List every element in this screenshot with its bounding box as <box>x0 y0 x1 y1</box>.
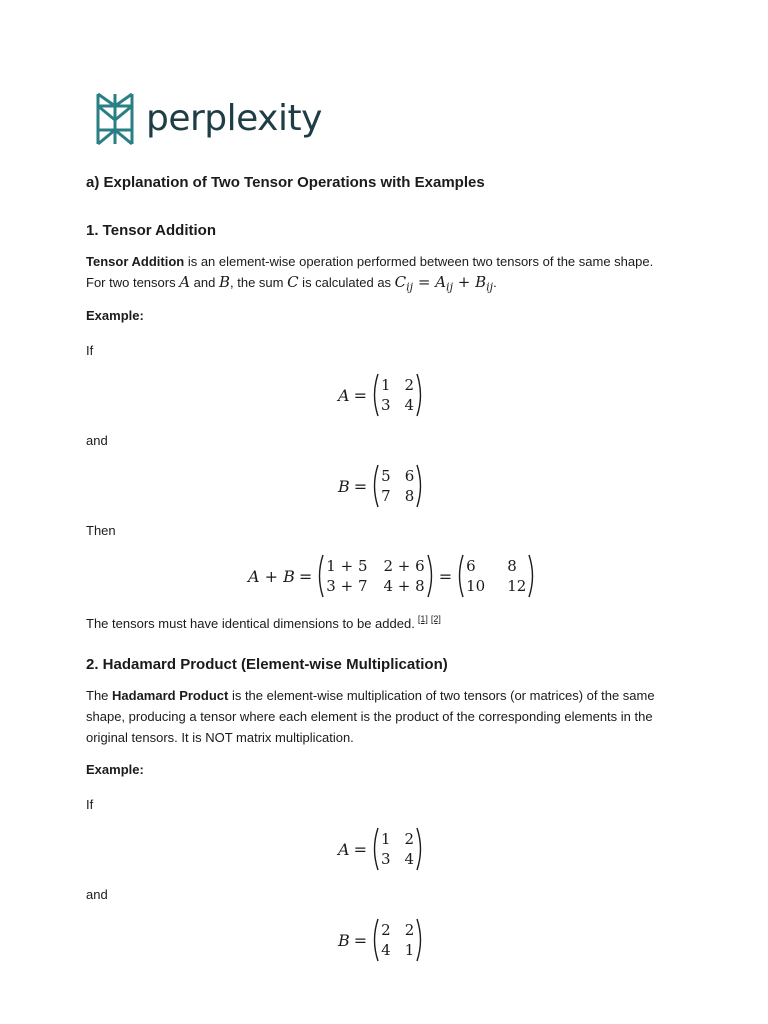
section1-if: If <box>86 343 94 358</box>
equation-sum <box>248 554 536 598</box>
matrix-b-name: B <box>338 476 350 496</box>
formula-sub-1: ij <box>406 280 414 294</box>
matrix-cell: 2 <box>381 921 391 939</box>
right-paren <box>427 554 435 598</box>
matrix-cell: 12 <box>507 577 527 595</box>
matrix-b-cells <box>379 467 416 505</box>
hadamard-b-cells <box>379 921 416 959</box>
matrix-cell: 2 <box>404 830 415 848</box>
formula-sub-3: ij <box>486 280 494 294</box>
section1-example-label: Example: <box>86 308 144 323</box>
matrix-cell: 2 <box>404 376 415 394</box>
matrix-cell: 6 <box>466 557 476 575</box>
sum-mid-matrix <box>316 554 434 598</box>
equals-sign: = <box>298 566 313 586</box>
var-c: C <box>287 273 299 291</box>
formula-plus: + <box>452 273 476 291</box>
para-text-2: , the sum <box>230 275 288 290</box>
left-paren <box>371 373 379 417</box>
matrix-cell: 4 <box>404 850 415 868</box>
matrix-cell: 1 <box>404 941 415 959</box>
section1-then: Then <box>86 523 116 538</box>
var-b: B <box>218 273 230 291</box>
sum-result-cells <box>464 557 528 595</box>
matrix-a-cells <box>379 376 416 414</box>
hadamard-matrix-b <box>371 918 424 962</box>
matrix-cell: 3 + 7 <box>326 577 368 595</box>
section2-paragraph <box>86 685 676 748</box>
section1-and: and <box>86 433 108 448</box>
var-a: A <box>179 273 191 291</box>
para-start: The <box>86 688 113 703</box>
equals-sign: = <box>353 385 367 405</box>
equation-matrix-b <box>338 464 424 508</box>
para-and: and <box>190 275 219 290</box>
equals-sign: = <box>353 476 368 496</box>
matrix-cell: 2 <box>404 921 415 939</box>
sum-result-matrix <box>456 554 536 598</box>
formula-period: . <box>493 275 497 290</box>
equals-sign: = <box>353 839 367 859</box>
para-text-3: is calculated as <box>298 275 395 290</box>
matrix-cell: 2 + 6 <box>383 557 425 575</box>
sum-mid-cells <box>324 557 426 595</box>
section2-example-label: Example: <box>86 762 144 777</box>
formula-a: A <box>435 273 447 291</box>
sum-lhs: A + B <box>248 566 295 586</box>
para-text-1: is an element-wise operation performed between two tensors of the same shape. For two tensors <box>86 254 654 290</box>
citation-2-link[interactable]: [2] <box>430 614 441 624</box>
matrix-b <box>371 464 424 508</box>
section1-paragraph <box>86 251 676 298</box>
citation-1-link[interactable]: [1] <box>417 614 428 624</box>
perplexity-logo <box>94 92 322 146</box>
matrix-cell: 8 <box>404 487 415 505</box>
matrix-a-name: A <box>338 839 350 859</box>
note-text: The tensors must have identical dimensions to be added. <box>86 616 415 631</box>
matrix-cell: 1 + 5 <box>326 557 368 575</box>
matrix-cell: 3 <box>380 850 391 868</box>
para-rest: is the element-wise multiplication of two tensors (or matrices) of the same shape, producing a tensor where each element is the product of the corresponding elements in the original tensors. It is NOT matrix multiplication. <box>86 688 655 745</box>
matrix-cell: 1 <box>380 376 391 394</box>
hadamard-matrix-a <box>371 827 424 871</box>
matrix-cell: 7 <box>381 487 391 505</box>
hadamard-term: Hadamard Product <box>112 688 229 703</box>
section2-if: If <box>86 797 94 812</box>
left-paren <box>371 464 379 508</box>
perplexity-wordmark: perplexity <box>146 98 322 139</box>
matrix-cell: 6 <box>404 467 415 485</box>
matrix-cell: 4 <box>381 941 391 959</box>
section2-and: and <box>86 887 108 902</box>
section2-title: 2. Hadamard Product (Element-wise Multiplication) <box>86 656 448 673</box>
right-paren <box>528 554 536 598</box>
matrix-cell: 5 <box>381 467 391 485</box>
equation-hadamard-a <box>338 827 424 871</box>
perplexity-logo-icon <box>94 92 136 146</box>
section1-note <box>86 614 441 631</box>
formula-equals: = <box>413 273 436 291</box>
matrix-cell: 3 <box>380 396 391 414</box>
left-paren <box>316 554 324 598</box>
right-paren <box>416 373 424 417</box>
formula-b: B <box>475 273 487 291</box>
matrix-a <box>371 373 424 417</box>
main-heading: a) Explanation of Two Tensor Operations with Examples <box>86 174 485 191</box>
matrix-cell: 10 <box>466 577 486 595</box>
matrix-cell: 8 <box>507 557 517 575</box>
right-paren <box>416 918 424 962</box>
left-paren <box>456 554 464 598</box>
left-paren <box>371 827 379 871</box>
formula-c: C <box>394 273 407 291</box>
equals-sign: = <box>353 930 368 950</box>
right-paren <box>416 464 424 508</box>
formula-sub-2: ij <box>446 280 453 294</box>
hadamard-a-cells <box>379 830 416 868</box>
matrix-cell: 1 <box>380 830 391 848</box>
right-paren <box>416 827 424 871</box>
equation-matrix-a <box>338 373 424 417</box>
equation-hadamard-b <box>338 918 424 962</box>
section1-title: 1. Tensor Addition <box>86 222 216 239</box>
tensor-addition-term: Tensor Addition <box>86 254 185 269</box>
matrix-cell: 4 <box>404 396 415 414</box>
matrix-a-name: A <box>338 385 350 405</box>
matrix-cell: 4 + 8 <box>383 577 425 595</box>
left-paren <box>371 918 379 962</box>
matrix-b-name: B <box>338 930 350 950</box>
equals-sign: = <box>438 566 453 586</box>
